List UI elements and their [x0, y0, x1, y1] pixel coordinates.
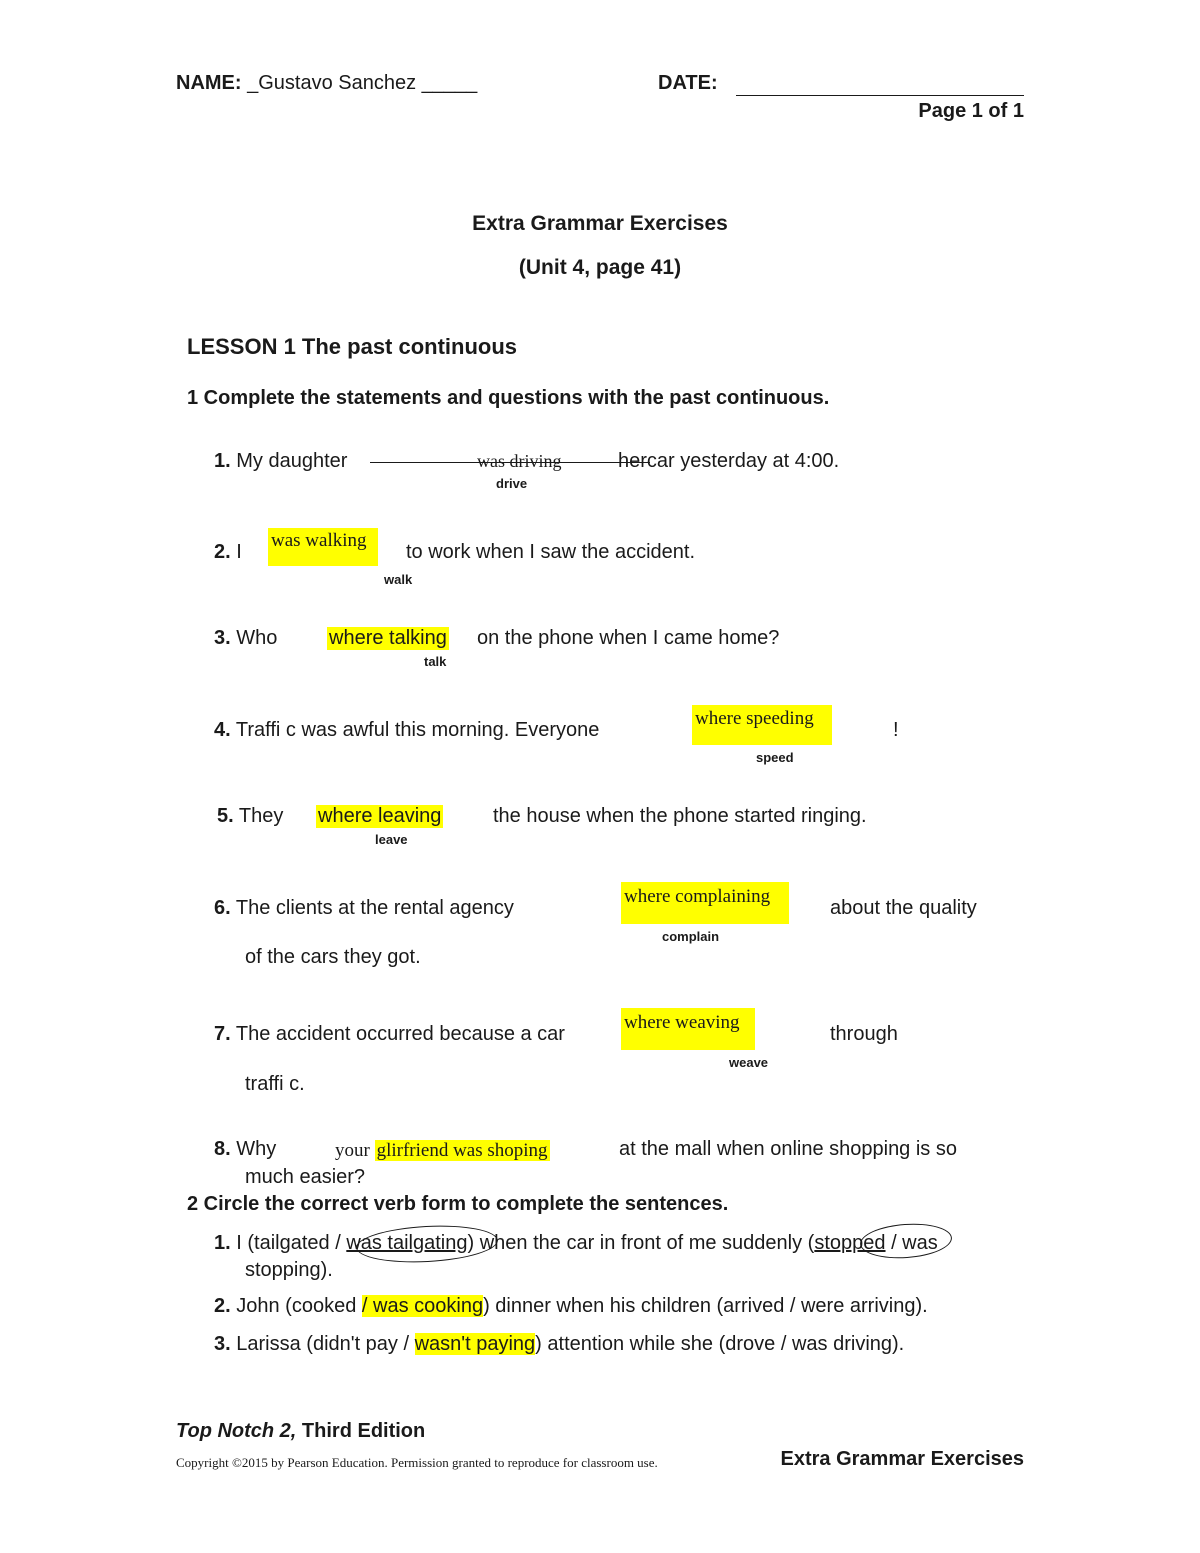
item-6-rest: about the quality: [830, 897, 977, 919]
item-5-rest: the house when the phone started ringing.: [493, 805, 867, 827]
item-number: 5.: [217, 805, 234, 827]
item-number: 2.: [214, 541, 231, 563]
item-text: The clients at the rental agency: [235, 897, 514, 919]
item-8: [214, 1138, 276, 1161]
item-2: [214, 541, 242, 564]
answer-2: was walking: [271, 530, 367, 551]
hint-7: weave: [729, 1055, 769, 1070]
item-8-rest: at the mall when online shopping is so: [619, 1138, 957, 1160]
item-4: [214, 719, 599, 742]
answer-8-highlight: glirfriend was shoping: [376, 1140, 548, 1161]
answer-8-prefix: your: [335, 1140, 375, 1161]
answer-3[interactable]: where talking: [329, 627, 447, 649]
item-number: 1.: [214, 450, 231, 472]
item-number: 3.: [214, 627, 231, 649]
answer-5[interactable]: where leaving: [318, 805, 442, 827]
item-text: ) when the car in front of me suddenly (: [467, 1232, 815, 1254]
name-row: [176, 72, 477, 95]
item-number: 1.: [214, 1232, 231, 1254]
item-6: [214, 897, 514, 920]
answer-7: where weaving: [624, 1012, 740, 1033]
item-7: [214, 1023, 565, 1046]
answer-2-box[interactable]: [268, 528, 378, 566]
answer-7-box[interactable]: [621, 1008, 755, 1050]
ex2-item-3: [214, 1333, 904, 1356]
item-text: car yesterday at 4:00.: [646, 450, 840, 472]
exercise2-instruction: 2 Circle the correct verb form to complete the sentences.: [187, 1193, 729, 1215]
page-title: Extra Grammar Exercises: [472, 212, 728, 235]
item-text: John (cooked: [236, 1295, 362, 1317]
lesson-heading: LESSON 1 The past continuous: [187, 334, 518, 359]
copyright: Copyright ©2015 by Pearson Education. Permission granted to reproduce for classroom use.: [176, 1455, 658, 1470]
item-7-rest: through: [830, 1023, 898, 1045]
answer-4-box[interactable]: [692, 705, 832, 745]
item-text: The accident occurred because a car: [235, 1023, 565, 1045]
choice-was-tailgating[interactable]: was tailgating: [346, 1232, 468, 1254]
item-number: 6.: [214, 897, 231, 919]
exercise1-instruction: 1 Complete the statements and questions with the past continuous.: [187, 387, 830, 409]
answer-8[interactable]: [335, 1140, 550, 1162]
item-text: Larissa (didn't pay /: [236, 1333, 415, 1355]
item-number: 7.: [214, 1023, 231, 1045]
choice-stopped[interactable]: stopped: [814, 1232, 886, 1254]
item-7-line2: traffi c.: [245, 1073, 305, 1095]
book-title: Top Notch 2,: [176, 1420, 297, 1442]
page-label: Page 1 of 1: [918, 100, 1024, 122]
date-label: DATE:: [658, 72, 718, 94]
item-number: 2.: [214, 1295, 231, 1317]
item-text: ) attention while she (drove / was driving).: [535, 1333, 905, 1355]
hint-4: speed: [756, 750, 794, 765]
struck-word: her: [618, 450, 647, 472]
answer-6: where complaining: [624, 886, 771, 907]
item-4-rest: !: [893, 719, 899, 741]
item-number: 3.: [214, 1333, 231, 1355]
item-3: [214, 627, 277, 650]
circle-mark-2: [859, 1221, 953, 1261]
item-number: 4.: [214, 719, 231, 741]
hint-3: talk: [424, 654, 447, 669]
item-text: Who: [236, 627, 278, 649]
answer-1[interactable]: was driving: [477, 451, 562, 471]
item-6-line2: of the cars they got.: [245, 946, 421, 968]
circle-mark-1: [355, 1222, 499, 1265]
hint-5: leave: [375, 832, 408, 847]
book-edition: Third Edition: [296, 1420, 426, 1442]
date-blank[interactable]: [736, 95, 1024, 96]
footer-title: Extra Grammar Exercises: [780, 1448, 1024, 1470]
item-text: I: [236, 541, 242, 563]
item-5: [217, 805, 283, 828]
item-text: ) dinner when his children (arrived / were arriving).: [483, 1295, 928, 1317]
item-2-rest: to work when I saw the accident.: [406, 541, 696, 563]
item-text: They: [238, 805, 284, 827]
item-1-rest: [618, 450, 839, 473]
choice-was-cooking[interactable]: / was cooking: [361, 1295, 484, 1317]
item-text: / was: [885, 1232, 938, 1254]
answer-4: where speeding: [695, 708, 814, 729]
answer-6-box[interactable]: [621, 882, 789, 924]
name-label: NAME:: [176, 72, 242, 94]
item-3-rest: on the phone when I came home?: [477, 627, 780, 649]
item-text: Traffi c was awful this morning. Everyone: [235, 719, 600, 741]
page-subtitle: (Unit 4, page 41): [518, 256, 682, 279]
item-1: [214, 450, 347, 473]
ex2-item-1: [214, 1232, 938, 1255]
hint-1: drive: [496, 476, 528, 491]
item-8-line2: much easier?: [245, 1166, 366, 1188]
item-text: Why: [236, 1138, 277, 1160]
choice-wasnt-paying[interactable]: wasn't paying: [414, 1333, 536, 1355]
name-value[interactable]: _Gustavo Sanchez _____: [247, 72, 478, 94]
hint-6: complain: [662, 929, 720, 944]
ex2-item-2: [214, 1295, 928, 1318]
footer-book: [176, 1420, 425, 1443]
hint-2: walk: [384, 572, 413, 587]
item-number: 8.: [214, 1138, 231, 1160]
item-text: I (tailgated /: [236, 1232, 347, 1254]
ex2-item-1-line2: stopping).: [245, 1259, 333, 1281]
item-text: My daughter: [236, 450, 348, 472]
